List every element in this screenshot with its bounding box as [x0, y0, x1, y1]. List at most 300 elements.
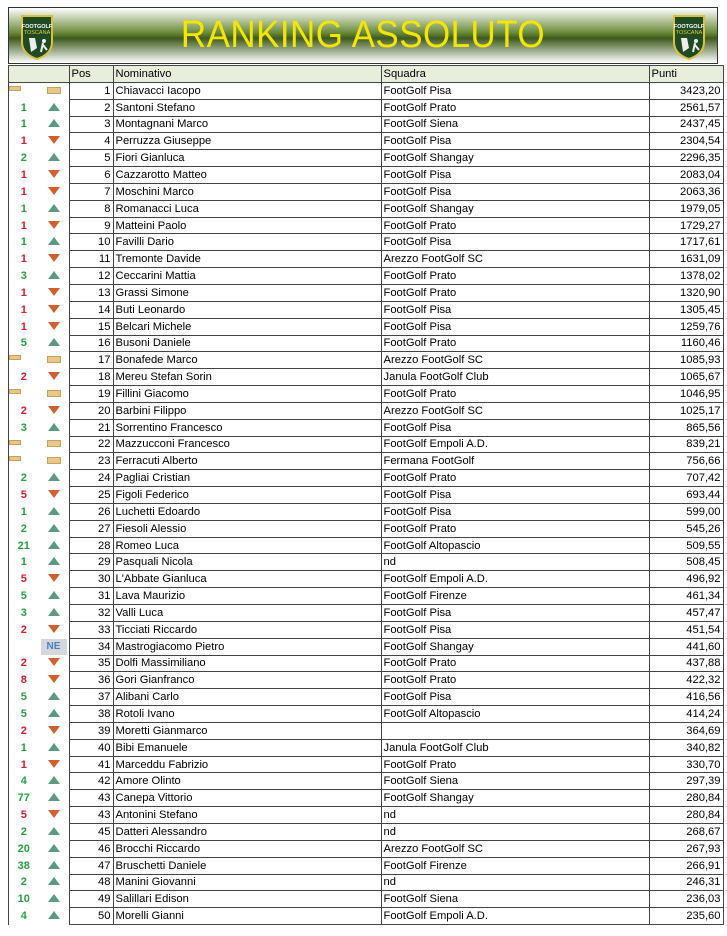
pos-header: Pos [69, 66, 113, 83]
position: 29 [69, 554, 113, 571]
arrow-up-icon [48, 338, 60, 346]
position: 18 [69, 369, 113, 386]
position: 26 [69, 503, 113, 520]
table-row [9, 436, 724, 453]
player-name: Marceddu Fabrizio [113, 756, 381, 773]
table-row [9, 807, 724, 824]
position: 38 [69, 706, 113, 723]
player-name: Antonini Stefano [113, 807, 381, 824]
position: 23 [69, 453, 113, 470]
position: 41 [69, 756, 113, 773]
footgolf-toscana-logo [671, 12, 707, 60]
position: 24 [69, 470, 113, 487]
player-name: Montagnani Marco [113, 116, 381, 133]
player-name: Cazzarotto Matteo [113, 167, 381, 184]
team-name: FootGolf Shangay [381, 200, 649, 217]
player-name: Moretti Gianmarco [113, 722, 381, 739]
arrow-down-icon [48, 406, 60, 414]
points: 545,26 [649, 520, 723, 537]
team-name: FootGolf Pisa [381, 183, 649, 200]
player-name: Alibani Carlo [113, 689, 381, 706]
position: 40 [69, 739, 113, 756]
player-name: L'Abbate Gianluca [113, 571, 381, 588]
arrow-down-icon [48, 810, 60, 818]
table-row [9, 537, 724, 554]
table-row [9, 301, 724, 318]
team-name: FootGolf Prato [381, 672, 649, 689]
team-name: FootGolf Empoli A.D. [381, 436, 649, 453]
table-row [9, 739, 724, 756]
position: 42 [69, 773, 113, 790]
points: 2083,04 [649, 167, 723, 184]
table-row [9, 638, 724, 655]
player-name: Belcari Michele [113, 318, 381, 335]
table-row [9, 116, 724, 133]
player-name: Sorrentino Francesco [113, 419, 381, 436]
points: 1717,61 [649, 234, 723, 251]
player-name: Mereu Stefan Sorin [113, 369, 381, 386]
team-name: nd [381, 874, 649, 891]
player-name: Chiavacci Iacopo [113, 82, 381, 99]
points: 496,92 [649, 571, 723, 588]
table-row [9, 470, 724, 487]
rank-change [9, 440, 21, 445]
player-name: Brocchi Riccardo [113, 840, 381, 857]
position: 6 [69, 167, 113, 184]
arrow-up-icon [48, 743, 60, 751]
player-name: Bruschetti Daniele [113, 857, 381, 874]
rank-change: 2 [20, 152, 27, 165]
table-row [9, 419, 724, 436]
team-name: FootGolf Empoli A.D. [381, 571, 649, 588]
team-name: FootGolf Prato [381, 655, 649, 672]
table-row [9, 756, 724, 773]
position: 22 [69, 436, 113, 453]
rank-change: 5 [20, 573, 27, 586]
rank-change: 1 [20, 286, 27, 299]
rank-change: 4 [20, 775, 27, 788]
unchanged-icon [47, 390, 61, 397]
team-name: FootGolf Siena [381, 891, 649, 908]
team-name: Arezzo FootGolf SC [381, 402, 649, 419]
rank-change: 1 [20, 219, 27, 232]
arrow-up-icon [48, 776, 60, 784]
points: 2296,35 [649, 150, 723, 167]
rank-change: 5 [20, 809, 27, 822]
rank-change: 5 [20, 590, 27, 603]
team-name: FootGolf Pisa [381, 621, 649, 638]
rank-change [9, 86, 21, 91]
rank-change [9, 456, 21, 461]
team-name: FootGolf Altopascio [381, 706, 649, 723]
player-name: Manini Giovanni [113, 874, 381, 891]
player-name: Santoni Stefano [113, 99, 381, 116]
team-name: nd [381, 554, 649, 571]
arrow-up-icon [48, 103, 60, 111]
svg-text:TOSCANA: TOSCANA [675, 30, 703, 36]
points: 1320,90 [649, 284, 723, 301]
rank-change: 2 [20, 876, 27, 889]
svg-text:TOSCANA: TOSCANA [23, 30, 51, 36]
arrow-up-icon [48, 473, 60, 481]
name-header: Nominativo [113, 66, 381, 83]
table-row [9, 487, 724, 504]
table-row [9, 217, 724, 234]
table-row [9, 605, 724, 622]
position: 33 [69, 621, 113, 638]
points: 599,00 [649, 503, 723, 520]
team-name: Janula FootGolf Club [381, 369, 649, 386]
arrow-up-icon [48, 153, 60, 161]
arrow-up-icon [48, 119, 60, 127]
rank-change: 5 [20, 337, 27, 350]
arrow-up-icon [48, 709, 60, 717]
points: 2437,45 [649, 116, 723, 133]
points: 1025,17 [649, 402, 723, 419]
team-name: FootGolf Pisa [381, 318, 649, 335]
arrow-down-icon [48, 760, 60, 768]
rank-change [9, 355, 21, 360]
team-name: FootGolf Pisa [381, 167, 649, 184]
points: 422,32 [649, 672, 723, 689]
points: 1085,93 [649, 352, 723, 369]
position: 10 [69, 234, 113, 251]
points: 2304,54 [649, 133, 723, 150]
rank-change: 77 [17, 792, 30, 805]
arrow-up-icon [48, 608, 60, 616]
table-row [9, 167, 724, 184]
arrow-down-icon [48, 322, 60, 330]
table-header [9, 66, 724, 83]
position: 34 [69, 638, 113, 655]
rank-change: 1 [20, 118, 27, 131]
rank-change: 1 [20, 758, 27, 771]
team-name: FootGolf Firenze [381, 857, 649, 874]
rank-change [9, 389, 21, 394]
team-name: FootGolf Shangay [381, 638, 649, 655]
arrow-up-icon [48, 271, 60, 279]
position: 39 [69, 722, 113, 739]
position: 14 [69, 301, 113, 318]
points: 1305,45 [649, 301, 723, 318]
table-row [9, 588, 724, 605]
team-name: Arezzo FootGolf SC [381, 840, 649, 857]
arrow-down-icon [48, 625, 60, 633]
points: 756,66 [649, 453, 723, 470]
arrow-down-icon [48, 187, 60, 195]
points: 1631,09 [649, 251, 723, 268]
change-header [9, 66, 70, 83]
rank-change: 2 [20, 404, 27, 417]
table-row [9, 133, 724, 150]
team-name: FootGolf Pisa [381, 503, 649, 520]
arrow-up-icon [48, 861, 60, 869]
player-name: Fiesoli Alessio [113, 520, 381, 537]
arrow-up-icon [48, 911, 60, 919]
player-name: Luchetti Edoardo [113, 503, 381, 520]
team-name: FootGolf Pisa [381, 419, 649, 436]
table-row [9, 571, 724, 588]
table-row [9, 386, 724, 403]
points: 865,56 [649, 419, 723, 436]
team-name: FootGolf Prato [381, 520, 649, 537]
player-name: Dolfi Massimiliano [113, 655, 381, 672]
player-name: Mastrogiacomo Pietro [113, 638, 381, 655]
table-row [9, 790, 724, 807]
team-name: FootGolf Prato [381, 217, 649, 234]
table-row [9, 369, 724, 386]
arrow-up-icon [48, 827, 60, 835]
table-row [9, 150, 724, 167]
banner [8, 7, 718, 64]
player-name: Moschini Marco [113, 183, 381, 200]
table-row [9, 672, 724, 689]
arrow-up-icon [48, 507, 60, 515]
points: 1729,27 [649, 217, 723, 234]
table-row [9, 318, 724, 335]
rank-change: 8 [20, 674, 27, 687]
points: 266,91 [649, 857, 723, 874]
player-name: Perruzza Giuseppe [113, 133, 381, 150]
position: 28 [69, 537, 113, 554]
rank-change: 1 [20, 202, 27, 215]
rank-change: 4 [20, 910, 27, 923]
rank-change: 1 [20, 556, 27, 569]
player-name: Pagliai Cristian [113, 470, 381, 487]
table-row [9, 335, 724, 352]
points: 2063,36 [649, 183, 723, 200]
points: 441,60 [649, 638, 723, 655]
arrow-down-icon [48, 372, 60, 380]
team-name: FootGolf Prato [381, 386, 649, 403]
player-name: Favilli Dario [113, 234, 381, 251]
arrow-down-icon [48, 136, 60, 144]
arrow-up-icon [48, 541, 60, 549]
table-row [9, 874, 724, 891]
position: 45 [69, 823, 113, 840]
player-name: Barbini Filippo [113, 402, 381, 419]
points: 693,44 [649, 487, 723, 504]
player-name: Romeo Luca [113, 537, 381, 554]
rank-change: 1 [20, 236, 27, 249]
team-name: FootGolf Prato [381, 284, 649, 301]
points: 707,42 [649, 470, 723, 487]
team-name: FootGolf Shangay [381, 150, 649, 167]
arrow-down-icon [48, 658, 60, 666]
team-name: FootGolf Siena [381, 116, 649, 133]
player-name: Lava Maurizio [113, 588, 381, 605]
points: 3423,20 [649, 82, 723, 99]
player-name: Datteri Alessandro [113, 823, 381, 840]
points: 1378,02 [649, 268, 723, 285]
team-name: FootGolf Pisa [381, 234, 649, 251]
points: 1046,95 [649, 386, 723, 403]
team-name: FootGolf Siena [381, 773, 649, 790]
player-name: Fiori Gianluca [113, 150, 381, 167]
rank-change: 1 [20, 168, 27, 181]
position: 50 [69, 908, 113, 925]
arrow-down-icon [48, 170, 60, 178]
arrow-up-icon [48, 557, 60, 565]
team-name: FootGolf Prato [381, 99, 649, 116]
player-name: Valli Luca [113, 605, 381, 622]
table-row [9, 908, 724, 925]
rank-change: 5 [20, 707, 27, 720]
position: 11 [69, 251, 113, 268]
team-name: FootGolf Prato [381, 756, 649, 773]
table-row [9, 284, 724, 301]
svg-text:FOOTGOLF: FOOTGOLF [673, 24, 705, 30]
rank-change: 1 [20, 505, 27, 518]
rank-change: 5 [20, 691, 27, 704]
team-name: FootGolf Pisa [381, 301, 649, 318]
points: 839,21 [649, 436, 723, 453]
player-name: Pasquali Nicola [113, 554, 381, 571]
team-name: FootGolf Pisa [381, 605, 649, 622]
table-row [9, 503, 724, 520]
table-row [9, 453, 724, 470]
arrow-up-icon [48, 423, 60, 431]
rank-change: 1 [20, 135, 27, 148]
arrow-up-icon [48, 793, 60, 801]
rank-change: 2 [20, 724, 27, 737]
table-row [9, 722, 724, 739]
table-row [9, 200, 724, 217]
position: 16 [69, 335, 113, 352]
position: 8 [69, 200, 113, 217]
position: 4 [69, 133, 113, 150]
points: 364,69 [649, 722, 723, 739]
player-name: Fillini Giacomo [113, 386, 381, 403]
team-name: FootGolf Pisa [381, 82, 649, 99]
rank-change: 5 [20, 489, 27, 502]
player-name: Amore Olinto [113, 773, 381, 790]
position: 49 [69, 891, 113, 908]
arrow-up-icon [48, 894, 60, 902]
team-name: FootGolf Shangay [381, 790, 649, 807]
position: 36 [69, 672, 113, 689]
arrow-up-icon [48, 204, 60, 212]
unchanged-icon [47, 87, 61, 94]
arrow-up-icon [48, 524, 60, 532]
position: 2 [69, 99, 113, 116]
player-name: Ceccarini Mattia [113, 268, 381, 285]
page-title: RANKING ASSOLUTO [180, 14, 546, 56]
arrow-up-icon [48, 692, 60, 700]
table-row [9, 823, 724, 840]
position: 9 [69, 217, 113, 234]
team-header: Squadra [381, 66, 649, 83]
arrow-down-icon [48, 675, 60, 683]
table-row [9, 352, 724, 369]
table-row [9, 183, 724, 200]
position: 47 [69, 857, 113, 874]
points: 268,67 [649, 823, 723, 840]
points: 280,84 [649, 807, 723, 824]
position: 13 [69, 284, 113, 301]
team-name [381, 722, 649, 739]
position: 7 [69, 183, 113, 200]
arrow-up-icon [48, 237, 60, 245]
points: 457,47 [649, 605, 723, 622]
table-row [9, 891, 724, 908]
rank-change: 1 [20, 253, 27, 266]
rank-change: 1 [20, 185, 27, 198]
arrow-down-icon [48, 574, 60, 582]
team-name: FootGolf Prato [381, 470, 649, 487]
player-name: Ticciati Riccardo [113, 621, 381, 638]
player-name: Buti Leonardo [113, 301, 381, 318]
rank-change: 1 [20, 320, 27, 333]
position: 37 [69, 689, 113, 706]
rank-change: 10 [17, 893, 30, 906]
ranking-table [8, 65, 724, 925]
arrow-up-icon [48, 844, 60, 852]
player-name: Mazzucconi Francesco [113, 436, 381, 453]
points: 297,39 [649, 773, 723, 790]
table-row [9, 621, 724, 638]
points: 414,24 [649, 706, 723, 723]
table-row [9, 689, 724, 706]
team-name: Fermana FootGolf [381, 453, 649, 470]
points: 1979,05 [649, 200, 723, 217]
points: 437,88 [649, 655, 723, 672]
rank-change: 2 [20, 472, 27, 485]
points: 451,54 [649, 621, 723, 638]
arrow-down-icon [48, 305, 60, 313]
position: 15 [69, 318, 113, 335]
position: 12 [69, 268, 113, 285]
points: 235,60 [649, 908, 723, 925]
position: 48 [69, 874, 113, 891]
table-row [9, 857, 724, 874]
table-row [9, 706, 724, 723]
position: 43 [69, 790, 113, 807]
arrow-down-icon [48, 221, 60, 229]
table-row [9, 234, 724, 251]
table-row [9, 520, 724, 537]
table-row [9, 99, 724, 116]
arrow-down-icon [48, 726, 60, 734]
points: 2561,57 [649, 99, 723, 116]
table-row [9, 554, 724, 571]
points: 509,55 [649, 537, 723, 554]
rank-change: 2 [20, 371, 27, 384]
rank-change: 20 [17, 842, 30, 855]
player-name: Bonafede Marco [113, 352, 381, 369]
position: 25 [69, 487, 113, 504]
rank-change: 1 [20, 741, 27, 754]
arrow-up-icon [48, 591, 60, 599]
rank-change: 3 [20, 606, 27, 619]
team-name: FootGolf Altopascio [381, 537, 649, 554]
player-name: Bibi Emanuele [113, 739, 381, 756]
arrow-up-icon [48, 877, 60, 885]
arrow-down-icon [48, 288, 60, 296]
points: 280,84 [649, 790, 723, 807]
rank-change: 2 [20, 825, 27, 838]
position: 46 [69, 840, 113, 857]
rank-change: 38 [17, 859, 30, 872]
new-entry-badge: NE [41, 639, 67, 655]
rank-change: 1 [20, 303, 27, 316]
arrow-down-icon [48, 490, 60, 498]
player-name: Rotoli Ivano [113, 706, 381, 723]
rank-change: 2 [20, 657, 27, 670]
svg-text:FOOTGOLF: FOOTGOLF [21, 24, 53, 30]
position: 32 [69, 605, 113, 622]
points: 236,03 [649, 891, 723, 908]
